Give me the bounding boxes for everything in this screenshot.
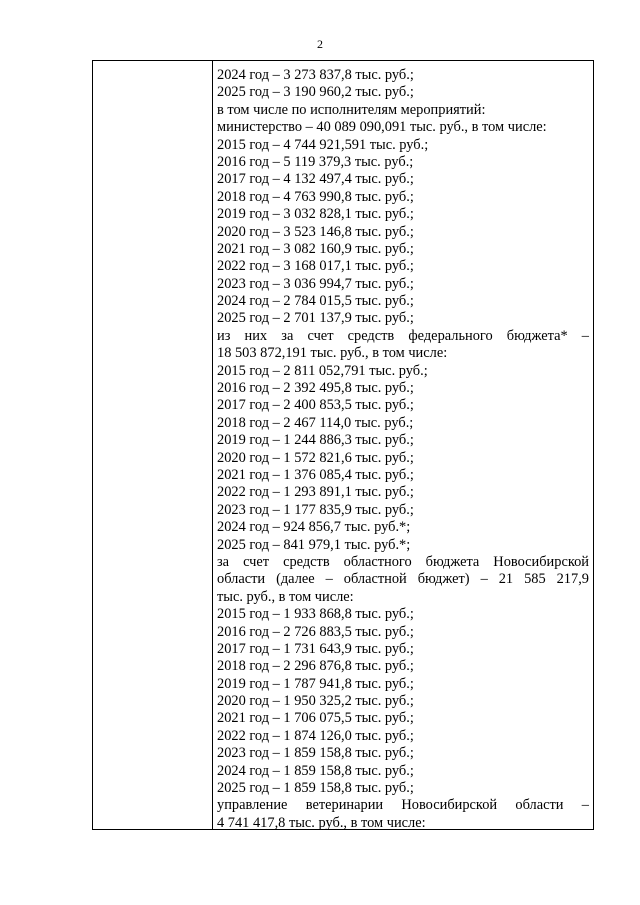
- text-line: 2025 год – 1 859 158,8 тыс. руб.;: [217, 780, 414, 797]
- text-line: 2019 год – 1 244 886,3 тыс. руб.;: [217, 432, 414, 449]
- text-line: 2022 год – 3 168 017,1 тыс. руб.;: [217, 258, 414, 275]
- text-line: 2020 год – 1 572 821,6 тыс. руб.;: [217, 449, 414, 466]
- text-line: в том числе по исполнителям мероприятий:: [217, 101, 486, 118]
- text-line: 2019 год – 3 032 828,1 тыс. руб.;: [217, 206, 414, 223]
- text-line: 2015 год – 1 933 868,8 тыс. руб.;: [217, 606, 414, 623]
- text-line: 2023 год – 1 859 158,8 тыс. руб.;: [217, 745, 414, 762]
- text-line: из них за счет средств федерального бюджета* –: [217, 327, 589, 344]
- text-line: 2024 год – 1 859 158,8 тыс. руб.;: [217, 762, 414, 779]
- text-line: 2020 год – 3 523 146,8 тыс. руб.;: [217, 223, 414, 240]
- text-line: 2015 год – 4 744 921,591 тыс. руб.;: [217, 136, 429, 153]
- text-line: 2018 год – 4 763 990,8 тыс. руб.;: [217, 188, 414, 205]
- text-line: 2025 год – 2 701 137,9 тыс. руб.;: [217, 310, 414, 327]
- text-line: 18 503 872,191 тыс. руб., в том числе:: [217, 345, 448, 362]
- text-line: 2017 год – 1 731 643,9 тыс. руб.;: [217, 640, 414, 657]
- text-line: области (далее – областной бюджет) – 21 585 217,9: [217, 571, 589, 588]
- column-divider: [212, 61, 213, 829]
- text-line: 2020 год – 1 950 325,2 тыс. руб.;: [217, 693, 414, 710]
- text-line: 2024 год – 924 856,7 тыс. руб.*;: [217, 519, 411, 536]
- text-line: тыс. руб., в том числе:: [217, 588, 354, 605]
- text-line: 2015 год – 2 811 052,791 тыс. руб.;: [217, 362, 428, 379]
- text-line: министерство – 40 089 090,091 тыс. руб., в том числе:: [217, 119, 547, 136]
- text-line: 2017 год – 2 400 853,5 тыс. руб.;: [217, 397, 414, 414]
- text-line: 2016 год – 5 119 379,3 тыс. руб.;: [217, 153, 414, 170]
- text-line: 2024 год – 3 273 837,8 тыс. руб.;: [217, 67, 414, 83]
- text-line: управление ветеринарии Новосибирской области –: [217, 797, 589, 814]
- text-line: 2018 год – 2 467 114,0 тыс. руб.;: [217, 414, 414, 431]
- text-line: 2025 год – 3 190 960,2 тыс. руб.;: [217, 84, 414, 101]
- text-line: 2021 год – 3 082 160,9 тыс. руб.;: [217, 240, 414, 257]
- text-line: 2018 год – 2 296 876,8 тыс. руб.;: [217, 658, 414, 675]
- text-line: 2016 год – 2 726 883,5 тыс. руб.;: [217, 623, 414, 640]
- text-line: 2022 год – 1 293 891,1 тыс. руб.;: [217, 484, 414, 501]
- text-line: 2023 год – 3 036 994,7 тыс. руб.;: [217, 275, 414, 292]
- text-line: 2023 год – 1 177 835,9 тыс. руб.;: [217, 501, 414, 518]
- funding-text-cell: [217, 67, 589, 832]
- text-line: 2021 год – 1 706 075,5 тыс. руб.;: [217, 710, 414, 727]
- text-line: 2022 год – 1 874 126,0 тыс. руб.;: [217, 727, 414, 744]
- text-line: 2016 год – 2 392 495,8 тыс. руб.;: [217, 380, 414, 397]
- funding-table: [92, 60, 594, 830]
- text-line: 2019 год – 1 787 941,8 тыс. руб.;: [217, 675, 414, 692]
- text-line: 2017 год – 4 132 497,4 тыс. руб.;: [217, 171, 414, 188]
- text-line: 2024 год – 2 784 015,5 тыс. руб.;: [217, 293, 414, 310]
- text-line: 2021 год – 1 376 085,4 тыс. руб.;: [217, 466, 414, 483]
- text-line: 4 741 417,8 тыс. руб., в том числе:: [217, 814, 426, 831]
- text-line: 2025 год – 841 979,1 тыс. руб.*;: [217, 536, 411, 553]
- text-line: за счет средств областного бюджета Новосибирской: [217, 553, 589, 570]
- page-number: 2: [317, 37, 323, 51]
